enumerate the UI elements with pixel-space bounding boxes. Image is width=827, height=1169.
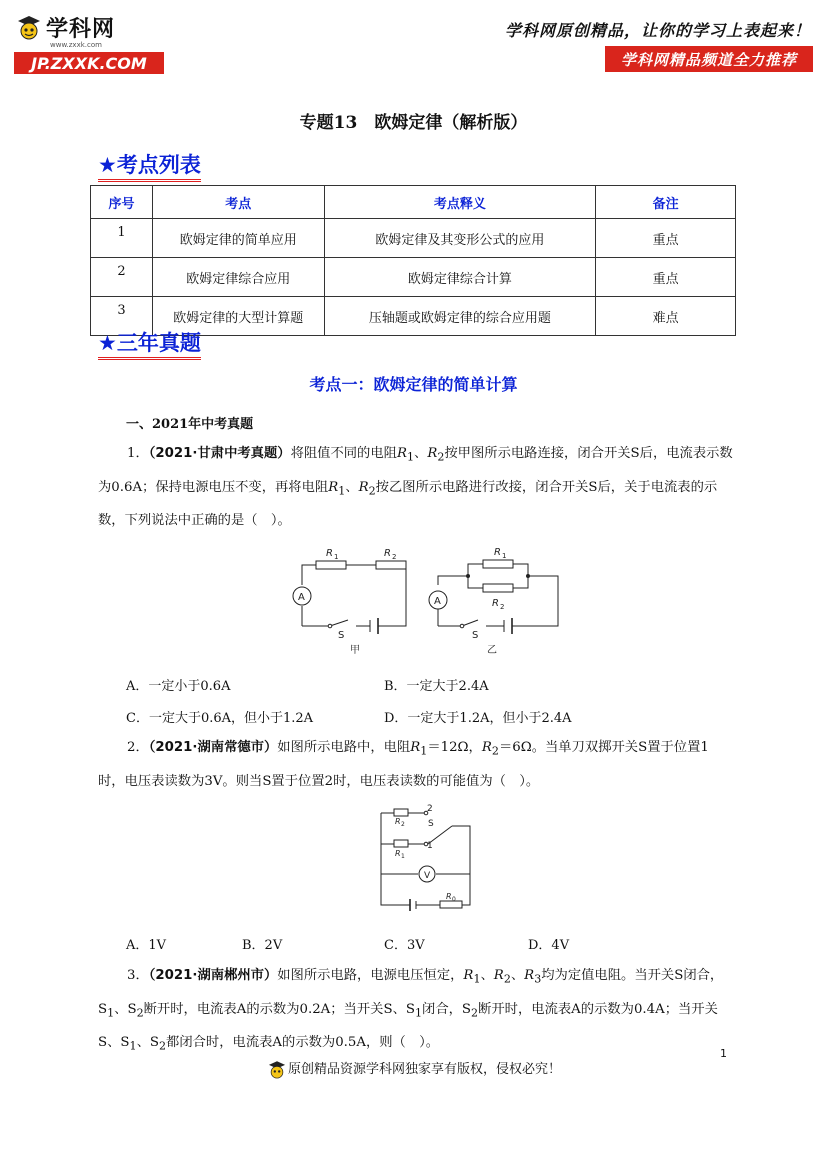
table-cell: 欧姆定律综合计算 bbox=[324, 258, 596, 297]
resistor-r0 bbox=[440, 901, 462, 908]
var-sub: 1 bbox=[420, 744, 428, 758]
var: R bbox=[463, 968, 474, 983]
label: 2 bbox=[500, 603, 505, 611]
option-a[interactable]: A．1V bbox=[126, 938, 167, 953]
q-text: 、S bbox=[136, 1035, 159, 1051]
var: R bbox=[358, 479, 369, 495]
var-sub: 1 bbox=[107, 1006, 115, 1020]
var: R bbox=[481, 740, 492, 755]
label: R bbox=[395, 817, 401, 826]
q-text: 如图所示电路中，电阻 bbox=[277, 740, 411, 755]
var-sub: 1 bbox=[129, 1039, 137, 1053]
label: 甲 bbox=[350, 645, 360, 656]
label: R bbox=[326, 548, 333, 559]
table-cell: 难点 bbox=[596, 297, 736, 336]
section-heading-topics bbox=[98, 152, 201, 182]
table-cell: 欧姆定律综合应用 bbox=[152, 258, 324, 297]
q-text: 断开时，电流表A的示数为0.4A；当开关S、S bbox=[98, 1001, 718, 1051]
q-text: 都闭合时，电流表A的示数为0.5A，则（ ）。 bbox=[166, 1035, 440, 1051]
slogan: 学科网原创精品，让你的学习上表起来！ bbox=[504, 21, 811, 40]
label: 2 bbox=[401, 821, 405, 828]
q-text: 、 bbox=[414, 446, 428, 461]
label: R bbox=[395, 849, 401, 858]
var-sub: 2 bbox=[437, 450, 445, 464]
var-sub: 1 bbox=[338, 484, 346, 498]
label: R bbox=[384, 548, 391, 559]
label: R bbox=[492, 598, 499, 609]
label: S bbox=[428, 819, 434, 829]
table-cell: 重点 bbox=[596, 219, 736, 258]
option-b[interactable]: B．一定大于2.4A bbox=[384, 679, 489, 694]
site-logo[interactable] bbox=[14, 12, 174, 76]
table-cell: 3 bbox=[91, 297, 153, 336]
table-cell: 欧姆定律的简单应用 bbox=[152, 219, 324, 258]
var: R bbox=[328, 479, 339, 495]
circuit-figure-2 bbox=[374, 802, 504, 917]
label: R bbox=[446, 892, 452, 901]
question-source: （2021·甘肃中考真题） bbox=[148, 446, 291, 461]
table-cell: 2 bbox=[91, 258, 153, 297]
option-a[interactable]: A．一定小于0.6A bbox=[126, 679, 231, 694]
question-source: （2021·湖南郴州市） bbox=[148, 968, 278, 983]
var-sub: 1 bbox=[406, 450, 415, 464]
option-d[interactable]: D．一定大于1.2A，但小于2.4A bbox=[384, 711, 572, 726]
subheading: 一、2021年中考真题 bbox=[126, 417, 254, 432]
table-cell: 欧姆定律及其变形公式的应用 bbox=[324, 219, 596, 258]
table-header: 备注 bbox=[596, 186, 736, 219]
var-sub: 1 bbox=[473, 972, 481, 986]
label: S bbox=[472, 630, 479, 641]
label: S bbox=[338, 630, 345, 641]
star-icon: ★ bbox=[98, 331, 117, 355]
question-number: 1． bbox=[127, 446, 149, 461]
label: 1 bbox=[502, 552, 507, 560]
table-header: 考点释义 bbox=[324, 186, 596, 219]
label: 1 bbox=[334, 553, 339, 561]
q-text: ＝12Ω， bbox=[427, 740, 482, 755]
question-source: （2021·湖南常德市） bbox=[148, 740, 278, 755]
q-text: 如图所示电路，电源电压恒定， bbox=[277, 968, 464, 983]
document-title: 专题13 欧姆定律（解析版） bbox=[299, 113, 528, 133]
q-text: 按甲图所示电路连接，闭合开关S后，电流表示数为0.6A；保持电源电压不变，再将电阻 bbox=[98, 446, 733, 495]
label: 2 bbox=[427, 804, 433, 814]
q-text: 、S bbox=[114, 1001, 137, 1017]
table-cell: 重点 bbox=[596, 258, 736, 297]
label: 2 bbox=[392, 553, 397, 561]
brand-url: www.zxxk.com bbox=[50, 41, 102, 49]
resistor-r2-left bbox=[376, 561, 406, 569]
table-cell: 压轴题或欧姆定律的综合应用题 bbox=[324, 297, 596, 336]
option-c[interactable]: C．3V bbox=[384, 938, 425, 953]
q-text: 断开时，电流表A的示数为0.2A；当开关S、S bbox=[143, 1001, 415, 1017]
table-row bbox=[91, 219, 736, 258]
var-sub: 2 bbox=[471, 1006, 479, 1020]
option-d[interactable]: D．4V bbox=[528, 938, 570, 953]
var-sub: 2 bbox=[136, 1006, 144, 1020]
slogan-bar: 学科网精品频道全力推荐 bbox=[605, 46, 813, 72]
q-text: 、 bbox=[345, 479, 359, 495]
question-2 bbox=[98, 733, 734, 797]
q-text: ＝6Ω。当单刀双掷开关S置于位置1时，电压表读数为3V。则当S置于位置2时，电压表读数的可能值为（ ）。 bbox=[98, 740, 709, 789]
label: 0 bbox=[452, 896, 456, 903]
var-sub: 1 bbox=[414, 1006, 423, 1020]
section-heading-exams bbox=[98, 330, 201, 360]
mascot-icon bbox=[266, 1059, 288, 1081]
label: V bbox=[424, 871, 431, 881]
resistor-r1-right bbox=[483, 560, 513, 568]
var: R bbox=[427, 446, 438, 461]
page-number: 1 bbox=[720, 1047, 727, 1060]
table-header: 序号 bbox=[91, 186, 153, 219]
var-sub: 2 bbox=[491, 744, 499, 758]
topic-heading: 考点一：欧姆定律的简单计算 bbox=[309, 375, 518, 394]
brand-name: 学科网 bbox=[46, 17, 116, 42]
label: R bbox=[494, 547, 501, 558]
ammeter-label: A bbox=[434, 596, 441, 607]
var-sub: 2 bbox=[158, 1039, 167, 1053]
footer bbox=[0, 1058, 827, 1081]
question-number: 3． bbox=[127, 968, 149, 983]
star-icon: ★ bbox=[98, 153, 117, 177]
question-1 bbox=[98, 439, 734, 536]
var: R bbox=[410, 740, 421, 755]
q-text: 均为定值电阻。当开关S闭合，S bbox=[98, 968, 724, 1017]
table-header-row bbox=[91, 186, 736, 219]
var-sub: 2 bbox=[503, 972, 511, 986]
var: R bbox=[396, 446, 407, 461]
question-3: 3．（2021·湖南郴州市）如图所示电路，电源电压恒定，$R_1$、$R_2$、$R_3$均为定值电阻。当开关S闭合，$S_1$、$S_2$断开时，电流表A的示数为0.2A；当开关S、$S_1$闭合，$S_2$断开时，电流表A的示数为0.4A；当开关S、$S_1$、$S_2$都闭合时，电流表A的示数为0.5A，则（ ）。 bbox=[98, 968, 724, 1053]
var-sub: 2 bbox=[368, 484, 376, 498]
table-header: 考点 bbox=[152, 186, 324, 219]
label: 乙 bbox=[487, 645, 497, 656]
q-text: 将阻值不同的电阻 bbox=[290, 446, 397, 461]
circuit-figure-1 bbox=[288, 540, 568, 658]
option-b[interactable]: B．2V bbox=[242, 938, 283, 953]
section-label: 考点列表 bbox=[116, 153, 201, 177]
site-bar: JP.ZXXK.COM bbox=[14, 52, 164, 74]
footer-text: 原创精品资源学科网独家享有版权，侵权必究！ bbox=[287, 1062, 561, 1077]
resistor-r2 bbox=[394, 809, 408, 816]
option-c[interactable]: C．一定大于0.6A，但小于1.2A bbox=[126, 711, 314, 726]
section-label: 三年真题 bbox=[116, 331, 201, 355]
var: R bbox=[493, 968, 504, 983]
var-sub: 3 bbox=[534, 972, 542, 986]
q-text: 闭合，S bbox=[422, 1001, 472, 1017]
var: R bbox=[524, 968, 535, 983]
table-cell: 欧姆定律的大型计算题 bbox=[152, 297, 324, 336]
label: 1 bbox=[427, 841, 433, 851]
resistor-r1 bbox=[394, 840, 408, 847]
resistor-r1-left bbox=[316, 561, 346, 569]
mascot-icon bbox=[14, 13, 44, 43]
resistor-r2-right bbox=[483, 584, 513, 592]
label: 1 bbox=[401, 853, 405, 860]
table-row bbox=[91, 258, 736, 297]
table-cell: 1 bbox=[91, 219, 153, 258]
q-text: 按乙图所示电路进行改接，闭合开关S后，关于电流表的示数，下列说法中正确的是（ ）。 bbox=[98, 479, 718, 529]
ammeter-label: A bbox=[298, 592, 305, 603]
topics-table bbox=[90, 185, 736, 336]
question-number: 2． bbox=[127, 740, 149, 755]
